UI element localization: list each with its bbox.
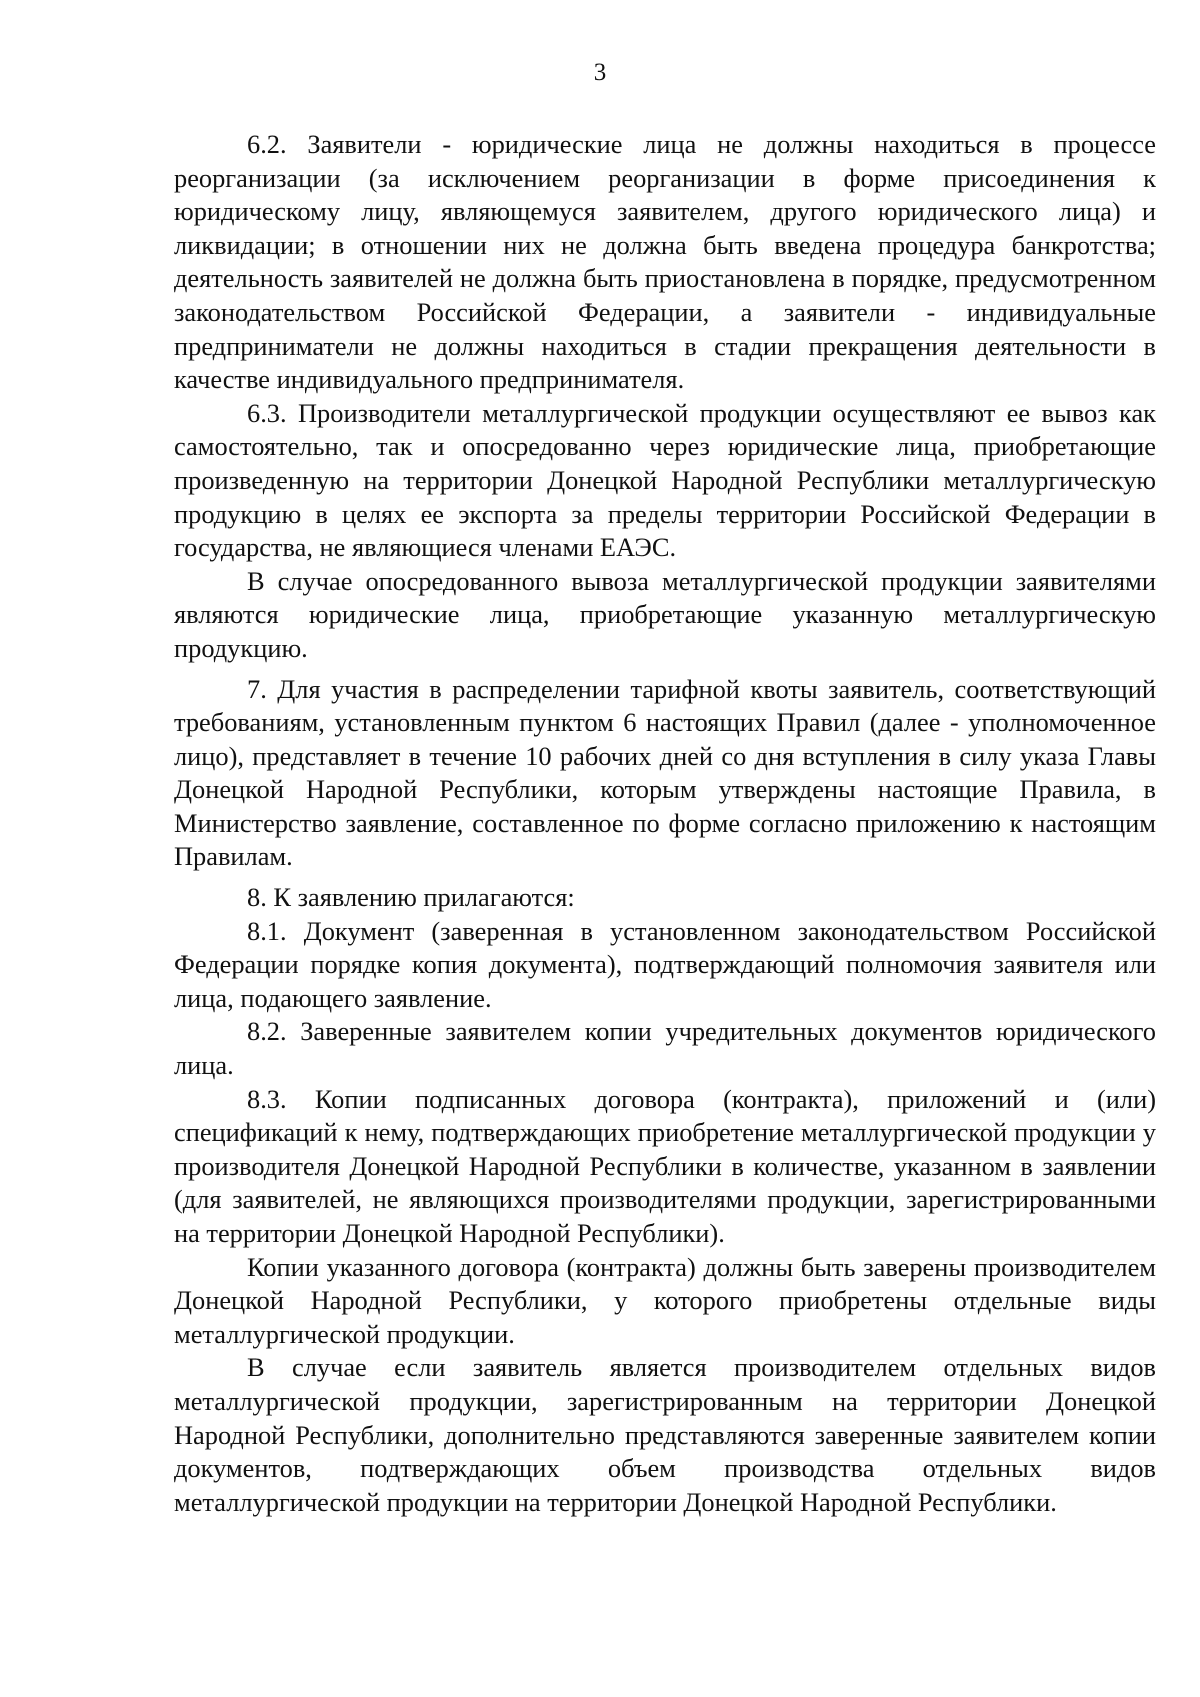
paragraph-7: 7. Для участия в распределении тарифной квоты заявитель, соответствующий требованиям, установленным пунктом 6 настоящих Правил (далее - уполномоченное лицо), представляет в течение 10 рабочих дней со дня вступления в силу указа Главы Донецкой Народной Республики, которым утверждены настоящие Правила, в Министерство заявление, составленное по форме согласно приложению к настоящим Правилам.	[174, 673, 1156, 872]
paragraph-8: 8. К заявлению прилагаются:	[247, 882, 575, 913]
paragraph-8-3: 8.3. Копии подписанных договора (контракта), приложений и (или) спецификаций к нему, подтверждающих приобретение металлургической продукции у производителя Донецкой Народной Республики в количестве, указанном в заявлении (для заявителей, не являющихся производителями продукции, зарегистрированными на территории Донецкой Народной Республики).	[174, 1083, 1156, 1248]
paragraph-6-3: 6.3. Производители металлургической продукции осуществляют ее вывоз как самостоятельно, так и опосредованно через юридические лица, приобретающие произведенную на территории Донецкой Народной Республики металлургическую продукцию в целях ее экспорта за пределы территории Российской Федерации в государства, не являющиеся членами ЕАЭС.	[174, 397, 1156, 563]
paragraph-8-2: 8.2. Заверенные заявителем копии учредительных документов юридического лица.	[174, 1016, 1156, 1081]
paragraph-6-3-indirect-export: В случае опосредованного вывоза металлургической продукции заявителями являются юридические лица, приобретающие указанную металлургическую продукцию.	[174, 565, 1156, 663]
paragraph-8-3-producer-documents: В случае если заявитель является производителем отдельных видов металлургической продукции, зарегистрированным на территории Донецкой Народной Республики, дополнительно представляются заверенные заявителем копии документов, подтверждающих объем производства отдельных видов металлургической продукции на территории Донецкой Народной Республики.	[174, 1352, 1156, 1517]
page-number: 3	[593, 59, 607, 86]
paragraph-8-3-contract-copies: Копии указанного договора (контракта) должны быть заверены производителем Донецкой Народной Республики, у которого приобретены отдельные виды металлургической продукции.	[174, 1251, 1156, 1349]
paragraph-6-2: 6.2. Заявители - юридические лица не должны находиться в процессе реорганизации (за исключением реорганизации в форме присоединения к юридическому лицу, являющемуся заявителем, другого юридического лица) и ликвидации; в отношении них не должна быть введена процедура банкротства; деятельность заявителей не должна быть приостановлена в порядке, предусмотренном законодательством Российской Федерации, а заявители - индивидуальные предприниматели не должны находиться в стадии прекращения деятельности в качестве индивидуального предпринимателя.	[174, 129, 1156, 395]
document-body	[174, 128, 1156, 1519]
paragraph-8-1: 8.1. Документ (заверенная в установленном законодательством Российской Федерации порядке копия документа), подтверждающий полномочия заявителя или лица, подающего заявление.	[174, 915, 1156, 1013]
